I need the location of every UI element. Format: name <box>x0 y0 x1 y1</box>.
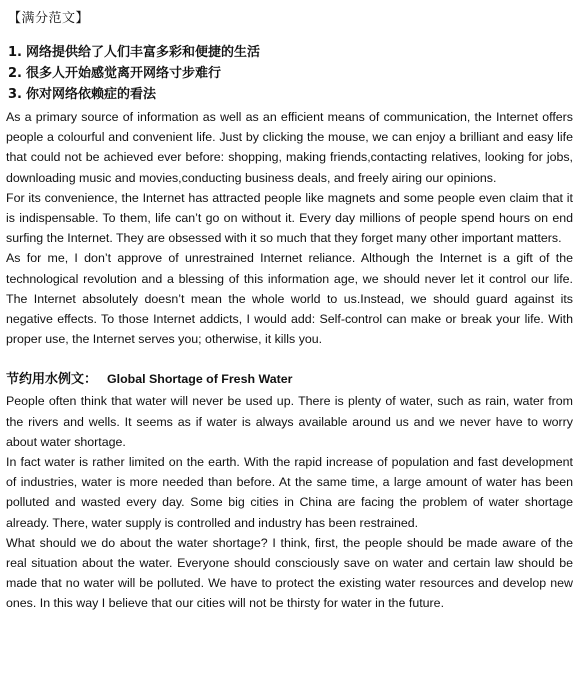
point-number: 3. <box>8 87 22 102</box>
section-divider-space <box>6 349 573 369</box>
model-essay-tag: 【满分范文】 <box>8 11 90 26</box>
point-item-1 <box>6 42 573 63</box>
internet-paragraph-3: As for me, I don’t approve of unrestrained Internet reliance. Although the Internet is a gift of the technological revolution and a blessing of this information age, we should never let it control our life. The Internet absolutely doesn’t mean the whole world to us.Instead, we should guard against its negative effects. To those Internet addicts, I would add: Self-control can make or break your life. With proper use, the Internet serves you; otherwise, it kills you. <box>6 251 573 347</box>
point-item-2 <box>6 63 573 84</box>
water-paragraph-1: People often think that water will never be used up. There is plenty of water, such as rain, water from the rivers and wells. It seems as if water is always available around us and we never have to worry about water shortage. <box>6 394 573 449</box>
point-text: 很多人开始感觉离开网络寸步难行 <box>26 66 222 81</box>
water-essay-heading <box>6 369 573 390</box>
water-essay-title: Global Shortage of Fresh Water <box>107 372 293 387</box>
water-paragraph-3: What should we do about the water shortage? I think, first, the people should be made aware of the real situation about the water. Everyone should consciously save on water and certain law should be made that no water will be polluted. We have to protect the existing water resources and develop new ones. In this way I believe that our cities will not be thirsty for water in the future. <box>6 535 573 611</box>
point-text: 你对网络依赖症的看法 <box>26 87 157 102</box>
point-number: 2. <box>8 66 22 81</box>
internet-paragraph-1: As a primary source of information as well as an efficient means of communication, the Internet offers people a colourful and convenient life. Just by clicking the mouse, we can enjoy a brilliant and easy life that could not be achieved ever before: shopping, making friends,contacting relatives, looking for jobs, downloading music and movies,conducting business deals, and freely airing our opinions. <box>6 110 573 185</box>
point-item-3 <box>6 84 573 105</box>
water-essay-label: 节约用水例文： <box>6 372 98 388</box>
point-text: 网络提供给了人们丰富多彩和便捷的生活 <box>26 45 261 60</box>
internet-paragraph-2: For its convenience, the Internet has attracted people like magnets and some people even claim that it is indispensable. To them, life can’t go on without it. Every day millions of people spend hours on end surfing the Internet. They are obsessed with it so much that they forget many other important matters. <box>6 190 573 246</box>
water-paragraph-2: In fact water is rather limited on the earth. With the rapid increase of population and fast development of industries, water is more needed than before. At the same time, a large amount of water has been polluted and wasted every day. Some big cities in China are facing the problem of water shortage already. There, water supply is controlled and industry has been restrained. <box>6 455 573 530</box>
essay-points-list <box>6 42 573 105</box>
point-number: 1. <box>8 45 22 60</box>
